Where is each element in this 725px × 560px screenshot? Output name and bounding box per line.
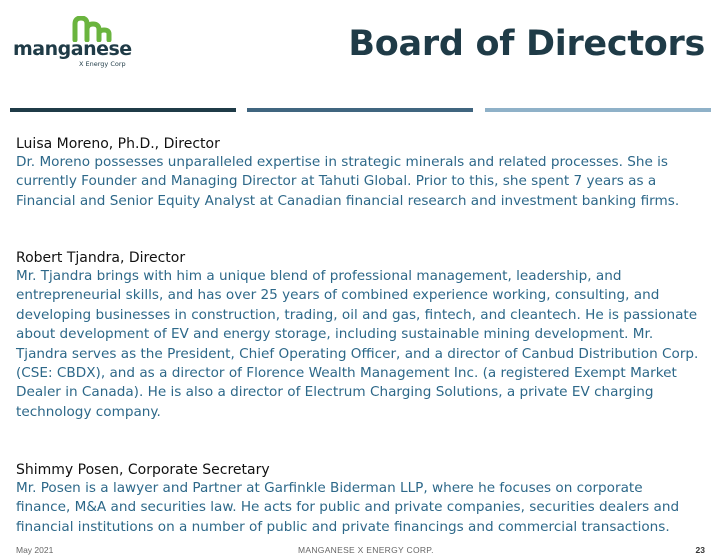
bio-line: currently Founder and Managing Director at Tahuti Global. Prior to this, she spent 7 years as a — [16, 173, 657, 190]
page-number: 23 — [695, 545, 705, 555]
bio-line: (CSE: CBDX), and as a director of Florence Wealth Management Inc. (a registered Exempt Market — [16, 365, 677, 382]
company-logo — [13, 16, 132, 74]
bio-line: Tjandra serves as the President, Chief Operating Officer, and a director of Canbud Distribution Corp. — [16, 345, 699, 362]
bio-line: Mr. Posen is a lawyer and Partner at Garfinkle Biderman LLP, where he focuses on corporate — [16, 480, 643, 496]
logo-tagline: X Energy Corp — [79, 60, 126, 68]
director-bio — [16, 249, 716, 422]
bio-line: about development of EV and energy storage, including sustainable mining development. Mr. — [16, 326, 654, 343]
director-bio — [16, 135, 716, 211]
bio-line: developing businesses in construction, trading, oil and gas, fintech, and cleantech. He is passionate — [16, 306, 698, 323]
bio-line: Financial and Senior Equity Analyst at Canadian financial research and investment banking firms. — [16, 192, 680, 209]
divider-segment-3 — [485, 108, 711, 112]
director-name: Luisa Moreno, Ph.D., Director — [16, 136, 220, 152]
bio-line: finance, M&A and securities law. He acts for public and private companies, securities dealers and — [16, 499, 680, 516]
bio-line: Dealer in Canada). He is also a director of Electrum Charging Solutions, a private EV charging — [16, 384, 654, 401]
footer-company: MANGANESE X ENERGY CORP. — [298, 545, 434, 555]
footer-date: May 2021 — [16, 545, 54, 555]
page-title: Board of Directors — [348, 24, 705, 64]
director-name: Robert Tjandra, Director — [16, 250, 186, 266]
bio-line: financial institutions on a number of public and private financings and commercial transactions. — [16, 518, 670, 535]
director-name: Shimmy Posen, Corporate Secretary — [16, 462, 270, 478]
bio-line: Mr. Tjandra brings with him a unique blend of professional management, leadership, and — [16, 268, 622, 284]
divider-segment-1 — [10, 108, 236, 112]
bio-line: Dr. Moreno possesses unparalleled expertise in strategic minerals and related processes. She is — [16, 154, 668, 170]
bio-line: entrepreneurial skills, and has over 25 years of combined experience working, consulting, and — [16, 287, 660, 304]
divider-segment-2 — [247, 108, 473, 112]
logo-wordmark: manganese — [13, 38, 132, 60]
bio-line: technology company. — [16, 403, 161, 420]
director-bio — [16, 461, 716, 537]
